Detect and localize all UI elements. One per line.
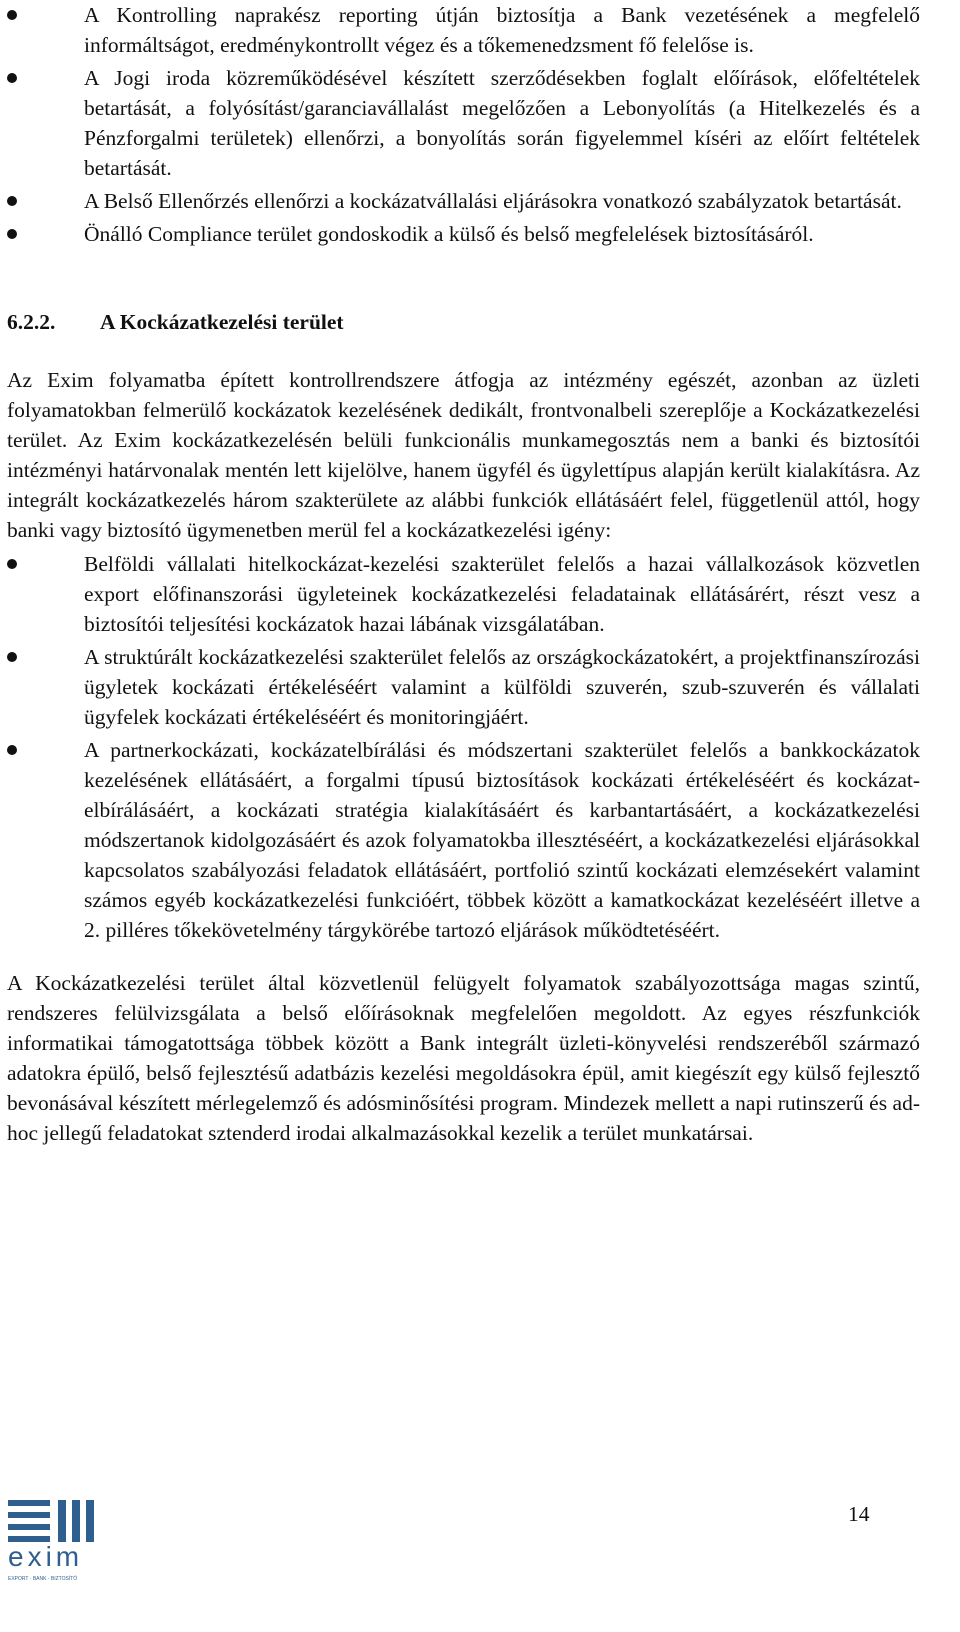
list-item: A Jogi iroda közreműködésével készített szerződésekben foglalt előírások, előfeltételek betartását, a folyósítást/garanciavállalást megelőzően a Lebonyolítás (a Hitelkezelés és a Pénzforgalmi területek) ellenőrzi, a bonyolítás során figyelemmel kíséri az előírt feltételek betartását. xyxy=(7,63,920,183)
bullet-icon xyxy=(7,229,17,239)
bullet-icon xyxy=(7,745,17,755)
closing-paragraph: A Kockázatkezelési terület által közvetlenül felügyelt folyamatok szabályozottsága magas szintű, rendszeres felülvizsgálata a belső előírásoknak megfelelően megoldott. Az egyes részfunkciók informatikai támogatottsága többek között a Bank integrált üzleti-könyvelési rendszeréből származó adatokra épülő, belső fejlesztésű adatbázis kezelési megoldásokra épül, amit kiegészít egy külső fejlesztő bevonásával készített mérlegelemző és adósminősítési program. Mindezek mellett a napi rutinszerű és ad-hoc jellegű feladatokat sztenderd irodai alkalmazásokkal kezelik a terület munkatársai. xyxy=(7,971,920,1145)
logo-word: exim xyxy=(8,1541,84,1572)
logo-tagline: EXPORT · BANK · BIZTOSÍTÓ xyxy=(8,1576,78,1582)
bullet-icon xyxy=(7,652,17,662)
control-functions-list xyxy=(7,0,920,249)
section-title: A Kockázatkezelési terület xyxy=(100,310,344,334)
list-item: A Belső Ellenőrzés ellenőrzi a kockázatvállalási eljárásokra vonatkozó szabályzatok betartását. xyxy=(7,186,920,216)
bullet-icon xyxy=(7,10,17,20)
list-item: A Kontrolling naprakész reporting útján biztosítja a Bank vezetésének a megfelelő informáltságot, eredménykontrollt végez és a tőkemenedzsment fő felelőse is. xyxy=(7,0,920,60)
list-item: Belföldi vállalati hitelkockázat-kezelési szakterület felelős a hazai vállalkozások közvetlen export előfinanszorási ügyleteinek kockázatkezelési feladatainak ellátásárért, részt vesz a biztosítói teljesítési kockázatok hazai lábának vizsgálatában. xyxy=(7,549,920,639)
intro-paragraph: Az Exim folyamatba épített kontrollrendszere átfogja az intézmény egészét, azonban az üzleti folyamatokban felmerülő kockázatok kezelésének dedikált, frontvonalbeli szereplője a Kockázatkezelési terület. Az Exim kockázatkezelésén belüli funkcionális munkamegosztás nem a banki és biztosítói intézményi határvonalak mentén lett kijelölve, hanem ügyfél és ügylettípus alapján került kialakításra. Az integrált kockázatkezelés három szakterülete az alábbi funkciók ellátásáért felel, függetlenül attól, hogy banki vagy biztosító ügymenetben merül fel a kockázatkezelési igény: xyxy=(7,368,920,542)
bullet-icon xyxy=(7,73,17,83)
risk-functions-list xyxy=(7,549,920,945)
list-item: A partnerkockázati, kockázatelbírálási és módszertani szakterület felelős a bankkockázatok kezelésének ellátásáért, a forgalmi típusú biztosítások kockázati értékeléséért és kockázat-elbírálásáért, a kockázati stratégia kialakításáért és karbantartásáért, a kockázatkezelési módszertanok kidolgozásáért és azok folyamatokba illesztéséért, a kockázatkezelési eljárásokkal kapcsolatos szabályozási feladatok ellátásáért, portfolió szintű kockázati elemzésekért valamint számos egyéb kockázatkezelési funkcióért, többek között a kamatkockázat kezeléséért illetve a 2. pilléres tőkekövetelmény tárgykörébe tartozó eljárások működtetéséért. xyxy=(7,735,920,945)
exim-logo xyxy=(6,1486,100,1632)
page-footer xyxy=(0,1470,960,1632)
bullet-icon xyxy=(7,559,17,569)
page-content xyxy=(7,0,920,1148)
list-item: A struktúrált kockázatkezelési szakterület felelős az országkockázatokért, a projektfinanszírozási ügyletek kockázati értékeléséért valamint a külföldi szuverén, szub-szuverén és vállalati ügyfelek kockázati értékeléséért és monitoringjáért. xyxy=(7,642,920,732)
bullet-icon xyxy=(7,196,17,206)
page-number: 14 xyxy=(848,1502,870,1526)
list-item: Önálló Compliance terület gondoskodik a külső és belső megfelelések biztosításáról. xyxy=(7,219,920,249)
section-heading xyxy=(7,307,920,337)
section-number: 6.2.2. xyxy=(7,310,56,334)
